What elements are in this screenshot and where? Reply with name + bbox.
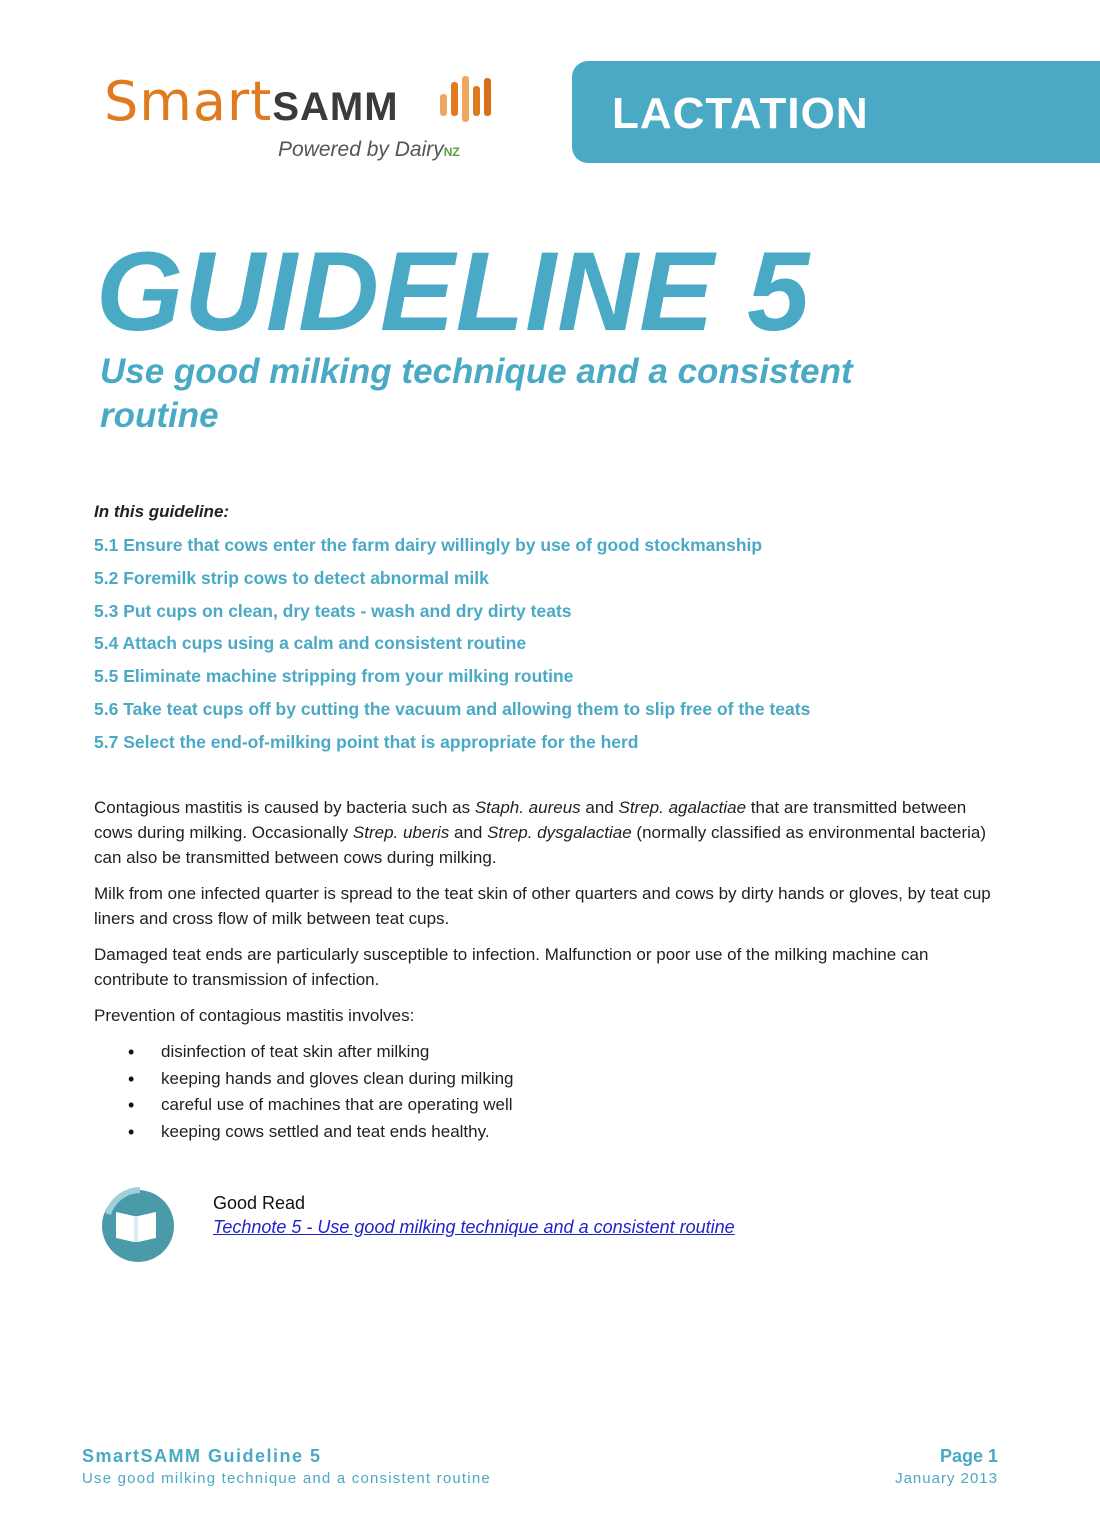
list-item: • keeping cows settled and teat ends healthy. xyxy=(94,1119,994,1146)
p1-strep-dysgalactiae: Strep. dysgalactiae xyxy=(487,823,632,842)
toc-item-5-3[interactable]: 5.3 Put cups on clean, dry teats - wash and dry dirty teats xyxy=(94,600,572,621)
p1-strep-agalactiae: Strep. agalactiae xyxy=(618,798,747,817)
footer-right xyxy=(895,1444,998,1490)
book-icon xyxy=(96,1184,176,1264)
toc-heading: In this guideline: xyxy=(94,502,230,521)
footer-subtitle: Use good milking technique and a consistent routine xyxy=(82,1470,491,1487)
logo-powered-by xyxy=(278,138,460,162)
p1-text-g: and xyxy=(449,823,488,842)
body-paragraph-4: Prevention of contagious mastitis involves: xyxy=(94,1006,415,1025)
body-text xyxy=(94,795,994,1145)
list-item: • keeping hands and gloves clean during milking xyxy=(94,1066,994,1093)
footer-page-number: Page 1 xyxy=(939,1446,998,1466)
prevention-list xyxy=(94,1039,994,1145)
banner-label: LACTATION xyxy=(612,89,869,138)
footer-title: SmartSAMM Guideline 5 xyxy=(82,1446,322,1466)
p1-text-e: that are transmitted between cows during milking. Occasionally xyxy=(94,798,967,842)
list-item: • disinfection of teat skin after milking xyxy=(94,1039,994,1066)
toc-list xyxy=(94,530,810,760)
toc-item-5-2[interactable]: 5.2 Foremilk strip cows to detect abnormal milk xyxy=(94,567,489,588)
body-paragraph-2: Milk from one infected quarter is spread to the teat skin of other quarters and cows by dirty hands or gloves, by teat cup liners and cross flow of milk between teat cups. xyxy=(94,884,991,928)
toc-item-5-4[interactable]: 5.4 Attach cups using a calm and consistent routine xyxy=(94,633,527,654)
page-subtitle: Use good milking technique and a consistent routine xyxy=(100,352,853,435)
toc-item-5-6[interactable]: 5.6 Take teat cups off by cutting the vacuum and allowing them to slip free of the teats xyxy=(94,698,811,719)
good-read-label: Good Read xyxy=(213,1193,306,1213)
body-paragraph-1 xyxy=(94,795,994,870)
p1-text-a: Contagious mastitis is caused by bacteria such as xyxy=(94,798,475,817)
body-paragraph-3: Damaged teat ends are particularly susceptible to infection. Malfunction or poor use of the milking machine can contribute to transmission of infection. xyxy=(94,945,929,989)
footer-left xyxy=(82,1444,491,1490)
logo-samm: SAMM xyxy=(272,85,399,129)
logo-smart: Smart xyxy=(104,70,273,133)
p1-text-c: and xyxy=(580,798,619,817)
p1-text-i: (normally classified as environmental bacteria) can also be transmitted between cows during milking. xyxy=(94,823,986,867)
p1-strep-uberis: Strep. uberis xyxy=(352,823,450,842)
list-item: • careful use of machines that are operating well xyxy=(94,1092,994,1119)
logo-bars-icon xyxy=(440,76,500,122)
toc-item-5-5[interactable]: 5.5 Eliminate machine stripping from your milking routine xyxy=(94,666,574,687)
section-banner xyxy=(572,61,1100,163)
page-title: GUIDELINE 5 xyxy=(96,229,811,354)
p1-staph-aureus: Staph. aureus xyxy=(474,798,581,817)
technote-link[interactable]: Technote 5 - Use good milking technique and a consistent routine xyxy=(213,1217,735,1237)
logo-nz: NZ xyxy=(443,145,460,159)
smartsamm-logo xyxy=(104,72,504,172)
logo-powered-by-text: Powered by Dairy xyxy=(278,138,444,161)
toc-item-5-7[interactable]: 5.7 Select the end-of-milking point that is appropriate for the herd xyxy=(94,731,639,752)
toc-item-5-1[interactable]: 5.1 Ensure that cows enter the farm dairy willingly by use of good stockmanship xyxy=(94,535,763,555)
footer-date: January 2013 xyxy=(895,1470,998,1487)
